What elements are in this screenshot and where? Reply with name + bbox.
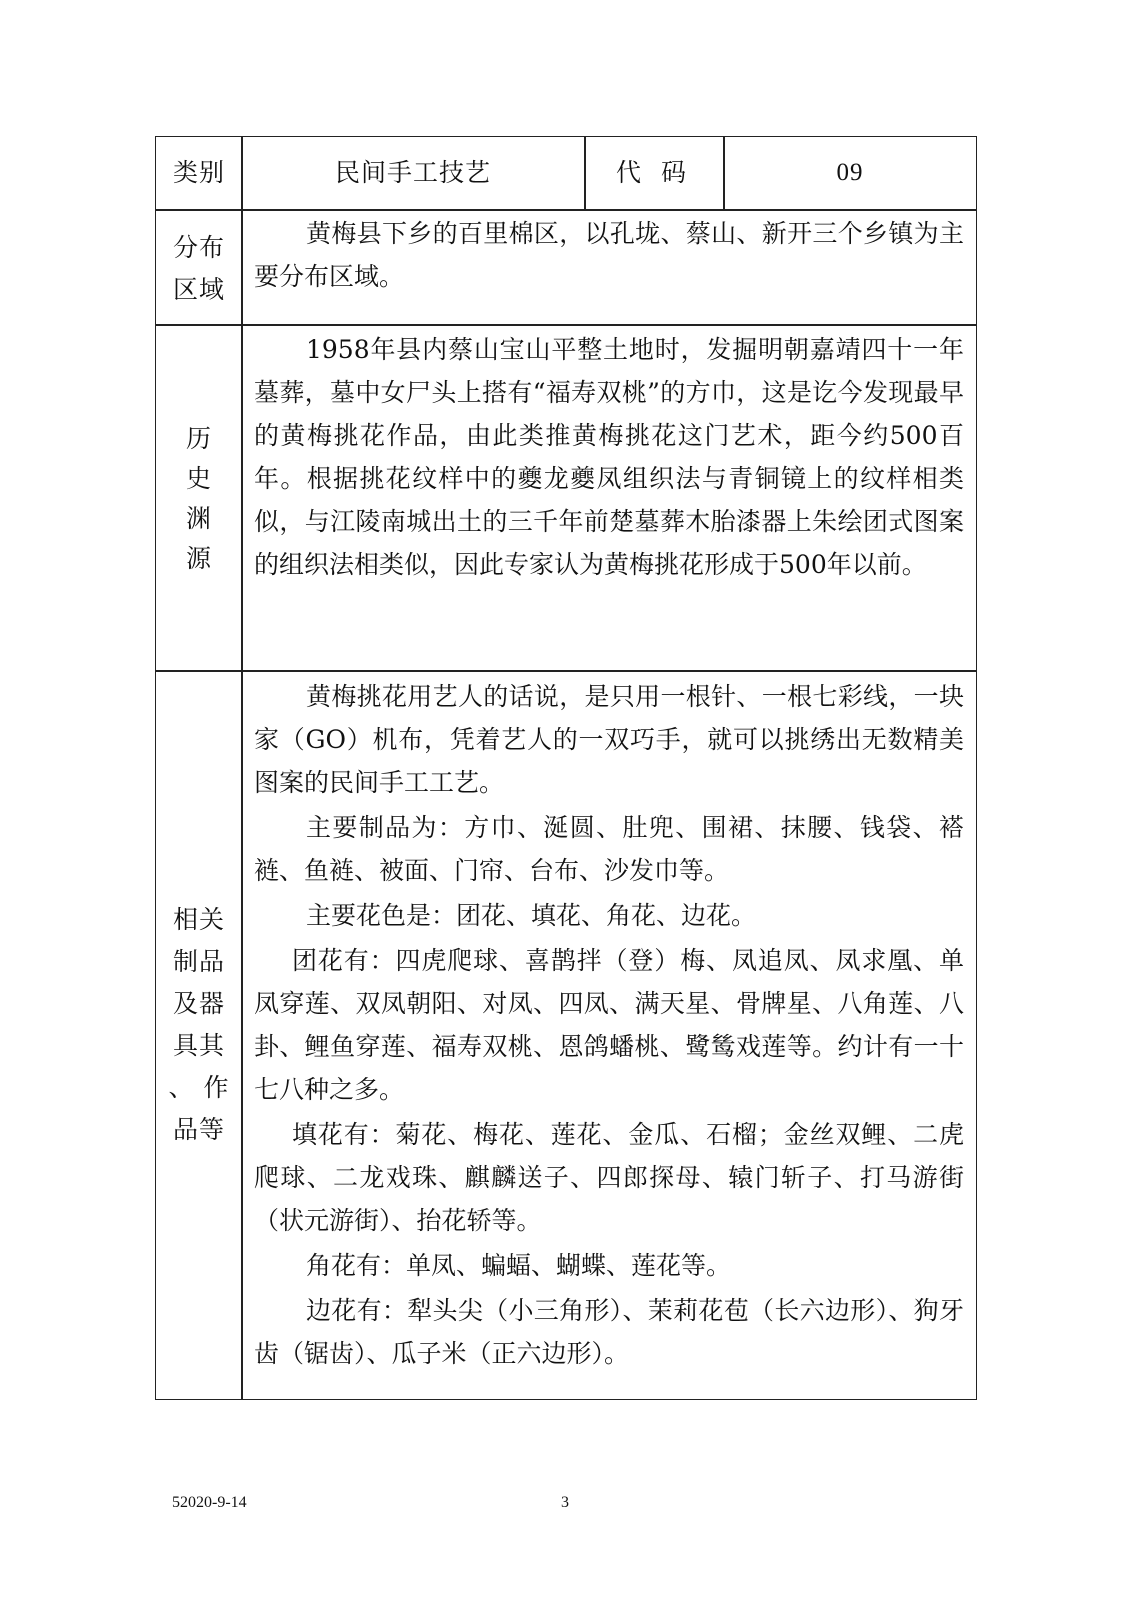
footer-date-text: 52020-9-14 (172, 1494, 247, 1511)
category-value-text: 民间手工技艺 (334, 158, 491, 187)
page-number-text: 3 (561, 1494, 569, 1511)
products-label-line: 品等 (172, 1115, 225, 1144)
history-label-char: 源 (185, 544, 212, 573)
distribution-paragraph: 黄梅县下乡的百里棉区，以孔垅、蔡山、新开三个乡镇为主要分布区域。 (254, 219, 964, 291)
products-paragraph: 黄梅挑花用艺人的话说，是只用一根针、一根七彩线，一块家（GO）机布，凭着艺人的一双巧手，就可以挑绣出无数精美图案的民间手工工艺。 (254, 682, 964, 797)
distribution-label-line: 分布 (172, 233, 225, 262)
products-label-line: 制品 (172, 947, 225, 976)
history-text (242, 328, 976, 586)
category-value (242, 137, 584, 209)
history-label-char: 史 (185, 464, 212, 493)
history-label-char: 历 (185, 424, 212, 453)
products-paragraph: 边花有：犁头尖（小三角形）、茉莉花苞（长六边形）、狗牙齿（锯齿）、瓜子米（正六边形）。 (254, 1296, 964, 1368)
row-divider (156, 209, 976, 211)
category-label-text: 类别 (172, 158, 225, 187)
products-label-line: 及器 (172, 989, 225, 1018)
history-label-char: 渊 (185, 504, 212, 533)
distribution-label (156, 227, 242, 311)
history-paragraph: 1958年县内蔡山宝山平整土地时，发掘明朝嘉靖四十一年墓葬，墓中女尸头上搭有“福寿双桃”的方巾，这是讫今发现最早的黄梅挑花作品，由此类推黄梅挑花这门艺术，距今约500百年。根据挑花纹样中的夔龙夔凤组织法与青铜镜上的纹样相类似，与江陵南城出土的三千年前楚墓葬木胎漆器上朱绘团式图案的组织法相类似，因此专家认为黄梅挑花形成于500年以前。 (254, 335, 964, 579)
history-label (156, 419, 242, 579)
products-label-line: 相关 (172, 905, 225, 934)
code-value-text: 09 (836, 159, 864, 186)
distribution-label-line: 区域 (172, 275, 225, 304)
row-divider (156, 670, 976, 672)
footer-date (172, 1494, 247, 1512)
code-label (585, 137, 723, 209)
products-paragraph: 主要花色是：团花、填花、角花、边花。 (306, 901, 757, 930)
code-value (724, 137, 976, 209)
distribution-text (242, 212, 976, 298)
products-paragraph: 主要制品为：方巾、涎圆、肚兜、围裙、抹腰、钱袋、褡裢、鱼裢、被面、门帘、台布、沙发巾等。 (254, 813, 964, 885)
products-label-line: 具其 (172, 1031, 225, 1060)
products-text (242, 675, 976, 1375)
products-label-line: 、 作 (168, 1073, 230, 1102)
row-divider (156, 324, 976, 326)
code-label-text: 代 码 (616, 158, 692, 187)
products-label (156, 899, 242, 1151)
products-paragraph: 角花有：单凤、蝙蝠、蝴蝶、莲花等。 (306, 1251, 732, 1280)
info-table (155, 136, 977, 1400)
page-number (561, 1494, 569, 1512)
products-paragraph: 填花有：菊花、梅花、莲花、金瓜、石榴；金丝双鲤、二虎爬球、二龙戏珠、麒麟送子、四郎探母、辕门斩子、打马游街（状元游街）、抬花轿等。 (254, 1120, 964, 1235)
products-paragraph: 团花有：四虎爬球、喜鹊拌（登）梅、凤追凤、凤求凰、单凤穿莲、双凤朝阳、对凤、四凤、满天星、骨牌星、八角莲、八卦、鲤鱼穿莲、福寿双桃、恩鸽蟠桃、鹭鸶戏莲等。约计有一十七八种之多。 (254, 946, 964, 1104)
category-label (156, 137, 242, 209)
